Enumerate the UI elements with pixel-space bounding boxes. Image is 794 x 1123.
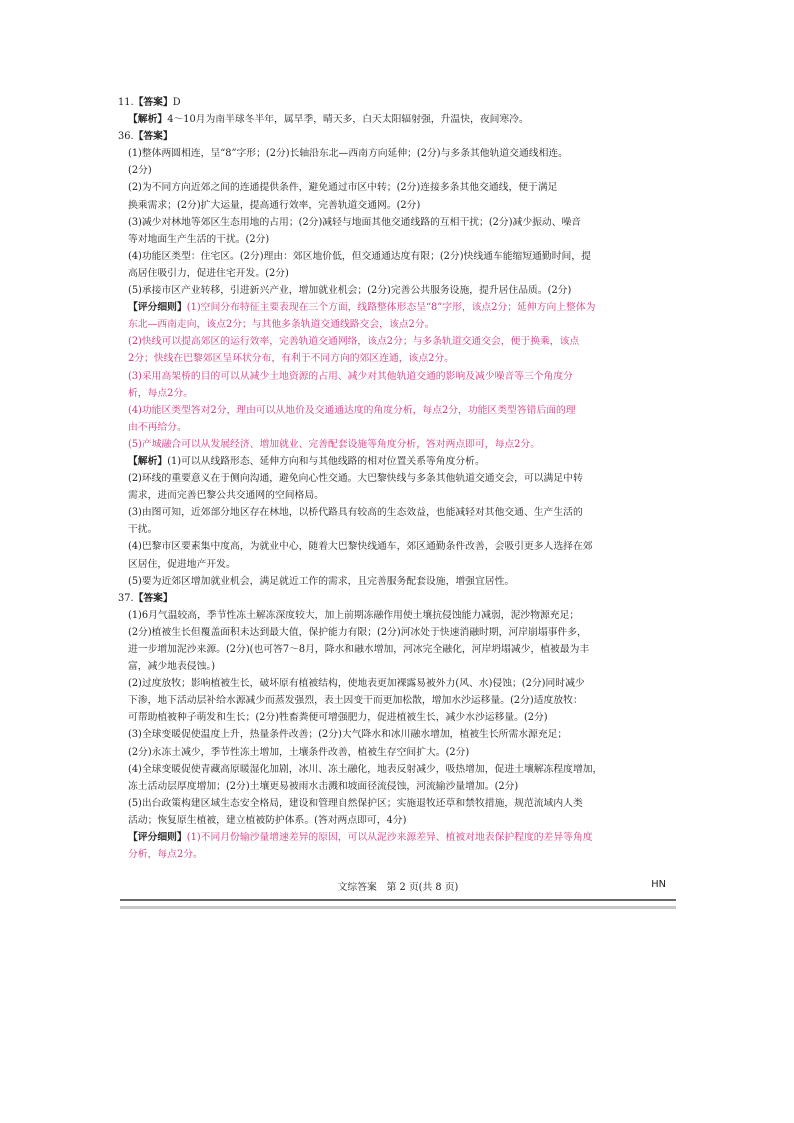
paper-code: HN — [651, 879, 666, 890]
q36-answer-tag: 【答案】 — [133, 131, 173, 143]
q37-answer-header — [118, 590, 678, 607]
q37-answer-line: 富，减少地表侵蚀。) — [128, 661, 216, 673]
page-number-label: 文综答案 第 2 页(共 8 页) — [337, 882, 459, 893]
q37-answer-line: 可帮助植被种子萌发和生长；(2分)牲畜粪便可增强肥力，促进植被生长，减少水沙运移量。(2分) — [128, 712, 548, 724]
answer-sheet — [118, 94, 678, 863]
q37-answer-line: 冻土活动层厚度增加；(2分)土壤更易被雨水击溅和坡面径流侵蚀，河流输沙量增加。(2分) — [128, 780, 519, 792]
q36-rubric-line: (2)快线可以提高郊区的运行效率，完善轨道交通网络，该点2分；与多条轨道交通交会，便于换乘，该点 — [128, 336, 580, 348]
q36-rubric-line: (3)采用高架桥的目的可以从减少土地资源的占用、减少对其他轨道交通的影响及减少噪音等三个角度分 — [128, 370, 573, 382]
q36-answer-line: 高居住吸引力，促进住宅开发。(2分) — [128, 267, 289, 279]
q36-analysis-line: 干扰。 — [128, 524, 158, 536]
q36-rubric-line: 2分；快线在巴黎郊区呈环状分布，有利于不同方向的郊区连通，该点2分。 — [128, 353, 454, 365]
page-footer — [118, 879, 678, 895]
q37-answer-line: (5)出台政策构建区域生态安全格局，建设和管理自然保护区；实施退牧还草和禁牧措施，规范流域内人类 — [128, 797, 583, 809]
q11-analysis-tag: 【解析】 — [128, 114, 168, 126]
q36-analysis-line: (5)要为近郊区增加就业机会，满足就近工作的需求，且完善服务配套设施，增强宜居性。 — [128, 575, 515, 587]
q36-analysis-tag: 【解析】 — [128, 455, 168, 467]
q37-answer-line: 下渗，地下活动层补给水源减少而蒸发强烈，表土因变干而更加松散，增加水沙运移量。(2分)适度放牧： — [128, 695, 583, 707]
q36-analysis-line: (2)环线的重要意义在于侧向沟通，避免向心性交通。大巴黎快线与多条其他轨道交通交会，可以满足中转 — [128, 473, 583, 485]
q36-rubric-first-line — [118, 299, 678, 316]
q37-rubric-line: 分析，每点2分。 — [128, 849, 203, 861]
q37-answer-line: (2分)永冻土减少，季节性冻土增加，土壤条件改善，植被生存空间扩大。(2分) — [128, 746, 470, 758]
q36-analysis-line: 区居住，促进地产开发。 — [128, 558, 236, 570]
footer-rule — [120, 899, 676, 901]
q11-analysis-line — [118, 111, 678, 128]
q37-rubric-text: (1)不同月份输沙量增速差异的原因，可以从泥沙来源差异、植被对地表保护程度的差异等角度 — [186, 832, 593, 844]
q36-number: 36. — [118, 131, 134, 143]
q37-answer-line: 活动；恢复原生植被，建立植被防护体系。(答对两点即可，4分) — [128, 814, 407, 826]
q36-analysis-line: 需求，进而完善巴黎公共交通网的空间格局。 — [128, 490, 324, 502]
q36-answer-line: (3)减少对林地等郊区生态用地的占用；(2分)减轻与地面其他交通线路的互相干扰；(2分)减少振动、噪音 — [128, 216, 582, 228]
q36-answer-line: (2)为不同方向近郊之间的连通提供条件，避免通过市区中转；(2分)连接多条其他交通线，便于满足 — [128, 182, 558, 194]
q36-answer-line: (4)功能区类型：住宅区。(2分)理由：郊区地价低，但交通通达度有限；(2分)快线通车能缩短通勤时间，提 — [128, 250, 591, 262]
q11-number: 11. — [118, 97, 134, 108]
q36-rubric-line: (4)功能区类型答对2分，理由可以从地价及交通通达度的角度分析，每点2分，功能区类型答错后面的理 — [128, 404, 576, 416]
q36-answer-header — [118, 128, 678, 145]
q37-answer-line: 进一步增加泥沙来源。(2分)(也可答7～8月，降水和融水增加，河冰完全融化，河岸坍塌减少，植被最为丰 — [128, 644, 590, 655]
q36-analysis-first-line — [118, 453, 678, 470]
q36-rubric-line: 由不再给分。 — [128, 421, 187, 433]
footer-rule-shadow — [120, 906, 676, 909]
q36-rubric-line: (5)产城融合可以从发展经济、增加就业、完善配套设施等角度分析，答对两点即可，每点2分。 — [128, 438, 540, 450]
q37-rubric-first-line — [118, 829, 678, 846]
q36-answer-line: 等对地面生产生活的干扰。(2分) — [128, 233, 270, 245]
q36-rubric-line: 析，每点2分。 — [128, 387, 194, 399]
q11-analysis-text: 4～10月为南半球冬半年，属旱季，晴天多，白天太阳辐射强，升温快，夜间寒冷。 — [167, 114, 529, 126]
q36-analysis-text: (1)可以从线路形态、延伸方向和与其他线路的相对位置关系等角度分析。 — [167, 455, 485, 467]
q37-answer-line: (4)全球变暖促使青藏高原暖湿化加剧，冰川、冻土融化，地表反射减少，吸热增加，促进土壤解冻程度增加， — [128, 763, 603, 775]
q36-answer-line: (1)整体两圆相连，呈“8”字形；(2分)长轴沿东北—西南方向延伸；(2分)与多条其他轨道交通线相连。 — [128, 148, 568, 160]
q37-answer-line: (1)6月气温较高，季节性冻土解冻深度较大，加上前期冻融作用使土壤抗侵蚀能力减弱，泥沙物源充足； — [128, 609, 580, 621]
q11-answer-value: D — [172, 97, 181, 108]
q37-answer-line: (2)过度放牧；影响植被生长，破坏原有植被结构，使地表更加裸露易被外力(风、水)侵蚀；(2分)同时减少 — [128, 678, 585, 690]
q36-answer-line: (2分) — [128, 165, 152, 177]
q37-number: 37. — [118, 592, 134, 604]
q11-answer-tag: 【答案】 — [133, 97, 173, 108]
q36-answer-line: (5)承接市区产业转移，引进新兴产业，增加就业机会；(2分)完善公共服务设施，提升居住品质。(2分) — [128, 285, 572, 297]
q36-analysis-line: (3)由图可知，近郊部分地区存在林地，以桥代路具有较高的生态效益，也能减轻对其他交通、生产生活的 — [128, 507, 583, 519]
q37-answer-tag: 【答案】 — [133, 592, 173, 604]
q11-answer-line — [118, 94, 678, 111]
q37-rubric-tag: 【评分细则】 — [128, 832, 187, 844]
q36-rubric-tag: 【评分细则】 — [128, 302, 187, 314]
q37-answer-line: (2分)植被生长但覆盖面积未达到最大值，保护能力有限；(2分)河冰处于快速消融时期，河岸崩塌事件多， — [128, 626, 587, 638]
q36-analysis-line: (4)巴黎市区要素集中度高，为就业中心，随着大巴黎快线通车，郊区通勤条件改善，会吸引更多人选择在郊 — [128, 541, 593, 553]
q36-rubric-text: (1)空间分布特征主要表现在三个方面，线路整体形态呈“8”字形，该点2分；延伸方向上整体为 — [186, 302, 596, 314]
q36-rubric-line: 东北—西南走向，该点2分；与其他多条轨道交通线路交会，该点2分。 — [128, 319, 435, 331]
q37-answer-line: (3)全球变暖促使温度上升，热量条件改善；(2分)大气降水和冰川融水增加，植被生长所需水源充足； — [128, 729, 568, 741]
q36-answer-line: 换乘需求；(2分)扩大运量，提高通行效率，完善轨道交通网。(2分) — [128, 199, 421, 211]
